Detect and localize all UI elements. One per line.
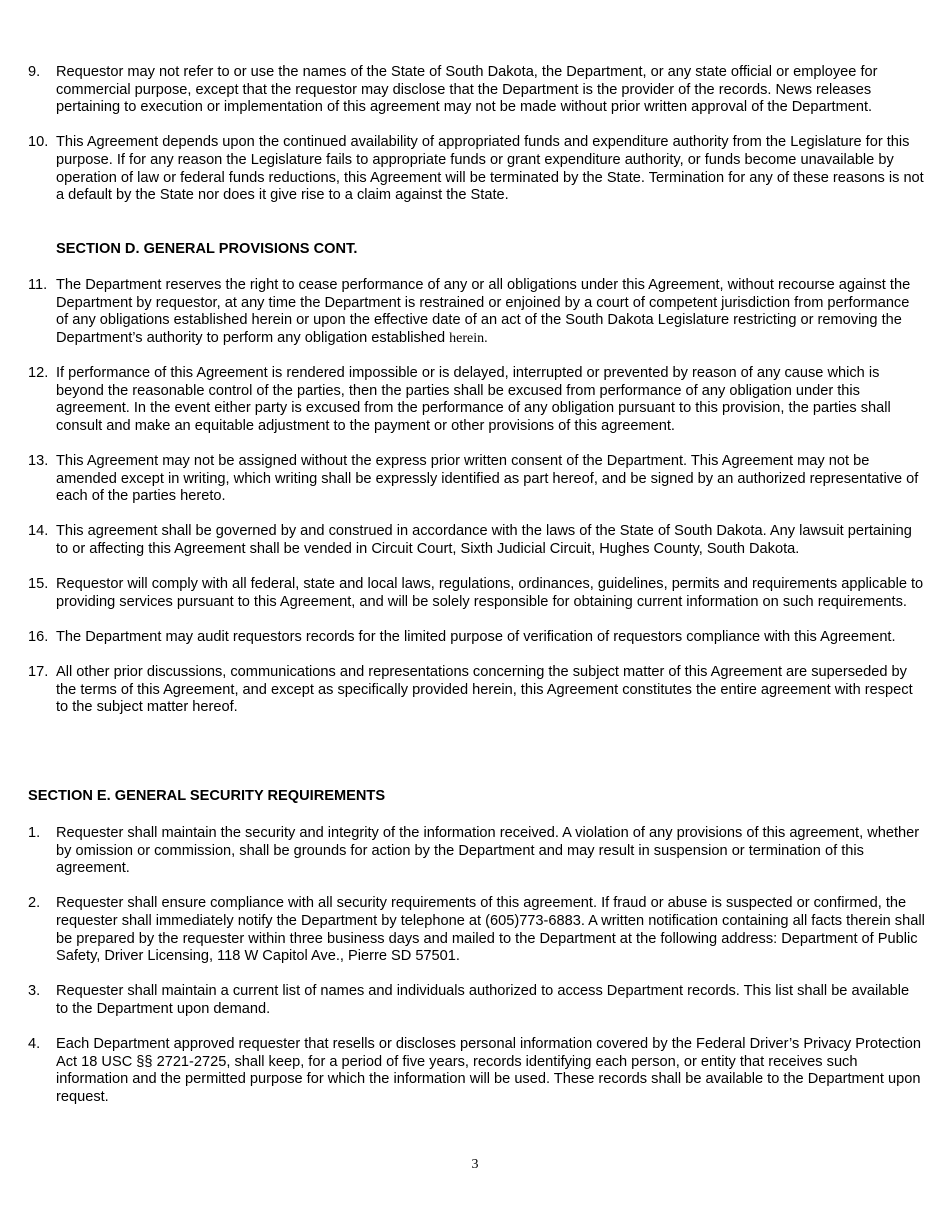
item-text-tail: herein. bbox=[449, 330, 488, 346]
item-number: 3. bbox=[28, 983, 41, 1000]
item-number: 4. bbox=[28, 1036, 41, 1053]
item-number: 14. bbox=[28, 523, 49, 540]
item-number: 17. bbox=[28, 664, 49, 681]
item-text: Requestor may not refer to or use the names of the State of South Dakota, the Department, or any state official or employee for commercial purpose, except that the requestor may disclose that the Department is the provider of the records. News releases pertaining to execution or implementation of this agreement may not be made without prior written approval of the Department. bbox=[56, 64, 878, 116]
item-number: 13. bbox=[28, 452, 49, 469]
list-item bbox=[28, 277, 925, 347]
item-text: If performance of this Agreement is rendered impossible or is delayed, interrupted or prevented by reason of any cause which is beyond the reasonable control of the parties, then the parties shall be excused from performance of any obligation under this agreement. In the event either party is excused from the performance of any obligation pursuant to this provision, the parties shall consult and make an equitable adjustment to the payment or other provisions of this agreement. bbox=[56, 364, 891, 434]
list-item bbox=[28, 664, 925, 717]
item-number: 1. bbox=[28, 825, 41, 841]
item-number: 16. bbox=[28, 628, 49, 645]
item-number: 11. bbox=[28, 277, 48, 293]
section-d-list bbox=[28, 64, 925, 205]
item-number: 12. bbox=[28, 364, 49, 381]
list-item bbox=[28, 983, 925, 1018]
list-item bbox=[28, 1036, 925, 1106]
list-item bbox=[28, 134, 925, 204]
item-text: All other prior discussions, communications and representations concerning the subject matter of this Agreement are superseded by the terms of this Agreement, and except as specifically provided herein, this Agreement constitutes the entire agreement with respect to the subject matter hereof. bbox=[56, 664, 913, 716]
section-d-cont-heading: SECTION D. GENERAL PROVISIONS CONT. bbox=[56, 241, 358, 257]
item-text: Requester shall maintain a current list of names and individuals authorized to access Department records. This list shall be available to the Department upon demand. bbox=[56, 983, 910, 1017]
section-d-cont-list bbox=[28, 277, 925, 717]
item-number: 2. bbox=[28, 895, 41, 912]
item-number: 10. bbox=[28, 134, 49, 151]
list-item bbox=[28, 453, 925, 506]
item-number: 9. bbox=[28, 64, 41, 80]
item-text: This Agreement depends upon the continued availability of appropriated funds and expenditure authority from the Legislature for this purpose. If for any reason the Legislature fails to appropriate funds or grant expenditure authority, or funds become unavailable by operation of law or federal funds reductions, this Agreement will be terminated by the State. Termination for any of these reasons is not a default by the State nor does it give rise to a claim against the State. bbox=[56, 134, 924, 204]
list-item bbox=[28, 629, 925, 647]
item-text: The Department may audit requestors records for the limited purpose of verification of requestors compliance with this Agreement. bbox=[56, 628, 896, 645]
list-item bbox=[28, 523, 925, 558]
page-number: 3 bbox=[471, 1157, 479, 1172]
item-text: The Department reserves the right to cease performance of any or all obligations under this Agreement, without recourse against the Department by requestor, at any time the Department is restrained or enjoined by a court of competent jurisdiction from performance of any obligations established herein or upon the effective date of an act of the South Dakota Legislature restricting or removing the Department’s authority to perform any obligation established bbox=[56, 277, 911, 346]
list-item bbox=[28, 64, 925, 117]
section-e-list bbox=[28, 825, 925, 1107]
list-item bbox=[28, 825, 925, 878]
item-text: This Agreement may not be assigned without the express prior written consent of the Department. This Agreement may not be amended except in writing, which writing shall be expressly identified as part hereof, and be signed by an authorized representative of each of the parties hereto. bbox=[56, 452, 919, 505]
list-item bbox=[28, 895, 925, 965]
item-text: Requester shall ensure compliance with all security requirements of this agreement. If fraud or abuse is suspected or confirmed, the requester shall immediately notify the Department by telephone at (605)773-6883. A written notification containing all facts therein shall be prepared by the requester within three business days and mailed to the Department at the following address: Department of Public Safety, Driver Licensing, 118 W Capitol Ave., Pierre SD 57501. bbox=[56, 895, 925, 965]
list-item bbox=[28, 365, 925, 435]
item-text: Requester shall maintain the security and integrity of the information received. A violation of any provisions of this agreement, whether by omission or commission, shall be grounds for action by the Department and may result in suspension or termination of this agreement. bbox=[56, 825, 920, 877]
item-text: This agreement shall be governed by and construed in accordance with the laws of the State of South Dakota. Any lawsuit pertaining to or affecting this Agreement shall be vended in Circuit Court, Sixth Judicial Circuit, Hughes County, South Dakota. bbox=[56, 523, 912, 557]
item-number: 15. bbox=[28, 576, 49, 593]
list-item bbox=[28, 576, 925, 611]
item-text: Each Department approved requester that resells or discloses personal information covered by the Federal Driver’s Privacy Protection Act 18 USC §§ 2721-2725, shall keep, for a period of five years, records identifying each person, or entity that receives such information and the permitted purpose for which the information will be used. These records shall be available to the Department upon request. bbox=[56, 1036, 921, 1105]
section-e-heading: SECTION E. GENERAL SECURITY REQUIREMENTS bbox=[28, 788, 386, 804]
item-text: Requestor will comply with all federal, state and local laws, regulations, ordinances, guidelines, permits and requirements applicable to providing services pursuant to this Agreement, and will be solely responsible for obtaining current information on such requirements. bbox=[56, 576, 924, 610]
